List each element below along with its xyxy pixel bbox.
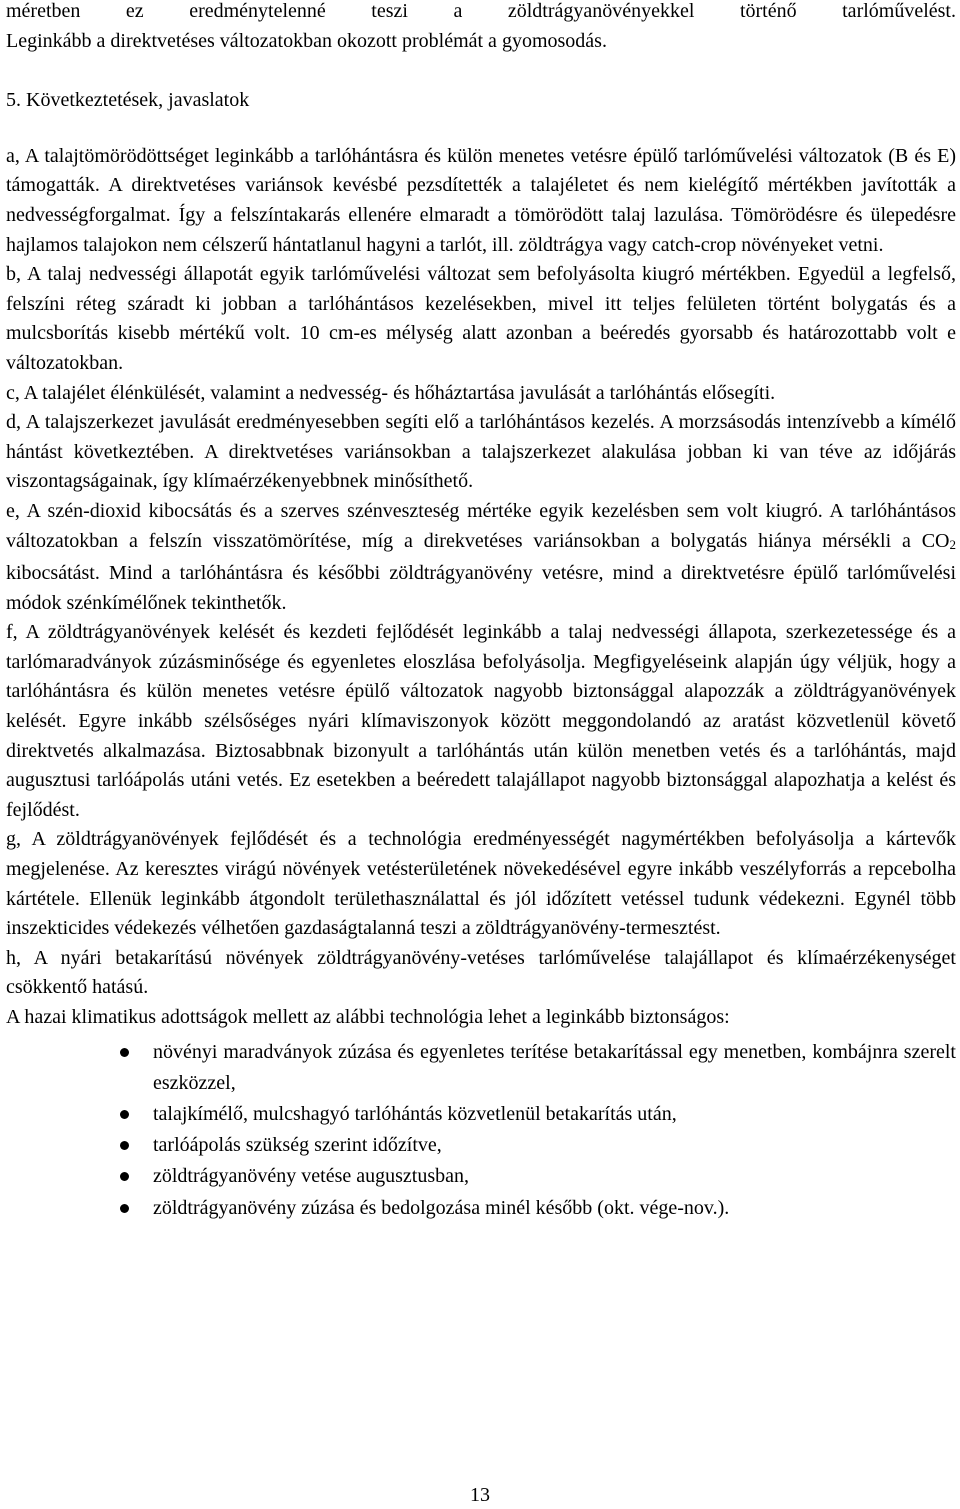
paragraph-b: b, A talaj nedvességi állapotát egyik tarlóművelési változat sem befolyásolta kiugró mértékben. Egyedül a legfelső, felszíni réteg száradt ki jobban a tarlóhántásos kezelésekben, mivel itt teljes felületen történt bolygatás és a mulcsborítás kisebb mértékű volt. 10 cm-es mélység alatt azonban a beéredés gyorsabb és határozottabb volt e változatokban.: [6, 263, 956, 374]
paragraph-e-before: e, A szén-dioxid kibocsátás és a szerves szénveszteség mértéke egyik kezelésben sem volt kiugró. A tarlóhántásos változatokban a felszín visszatömörítése, míg a direkvetéses variánsokban a bolygatás hiánya mérsékli a CO: [6, 499, 956, 552]
list-item: zöldtrágyanövény zúzása és bedolgozása minél később (okt. vége-nov.).: [6, 1193, 956, 1224]
document-page: [6, 0, 956, 1224]
paragraph-e-after: kibocsátást. Mind a tarlóhántásra és későbbi zöldtrágyanövény vetésre, mind a direktvetésre épülő tarlóművelési módok szénkímélőnek tekinthetők.: [6, 562, 956, 614]
bullet-icon: [120, 1141, 129, 1150]
bullet-icon: [120, 1110, 129, 1119]
co2-subscript: 2: [949, 536, 956, 552]
intro-line-2: Leginkább a direktvetéses változatokban okozott problémát a gyomosodás.: [6, 29, 607, 52]
list-item: zöldtrágyanövény vetése augusztusban,: [6, 1161, 956, 1192]
paragraph-f: f, A zöldtrágyanövények kelését és kezdeti fejlődését leginkább a talaj nedvességi állapota, szerkezetessége és a tarlómaradványok zúzásminősége és egyenletes eloszlása befolyásolja. Megfigyeléseink alapján úgy véljük, hogy a tarlóhántásra és külön menetes vetésre épülő változatok nagyobb biztonsággal alapozzák a zöldtrágyanövények kelését. Egyre inkább szélsőséges nyári klímaviszonyok között meggondolandó az aratást közvetlenül követő direktvetés alkalmazása. Biztosabbnak bizonyult a tarlóhántás után külön menetben vetés és a tarlóhántás, majd augusztusi tarlóápolás utáni vetés. Ez esetekben a beéredett talajállapot nagyobb biztonsággal alapozhatja a kelést és fejlődést.: [6, 621, 956, 821]
bullet-icon: [120, 1172, 129, 1181]
paragraph-c: c, A talajélet élénkülését, valamint a nedvesség- és hőháztartása javulását a tarlóhántás elősegíti.: [6, 381, 776, 404]
recommendation-list: [6, 1037, 956, 1224]
closing-intro: A hazai klimatikus adottságok mellett az alábbi technológia lehet a leginkább biztonságos:: [6, 1006, 730, 1028]
paragraph-g: g, A zöldtrágyanövények fejlődését és a technológia eredményességét nagymértékben befolyásolja a kártevők megjelenése. Az keresztes virágú növények vetésterületének növekedésével egyre inkább veszélyforrás a repcebolha kártétele. Ellenük leginkább átgondolt területhasználattal és jól időzített vetéssel tudunk védekezni. Egynél több inszekticides védekezés vélhetően gazdaságtalanná teszi a zöldtrágyanövény-termesztést.: [6, 828, 956, 940]
bullet-icon: [120, 1048, 129, 1057]
paragraph-d: d, A talajszerkezet javulását eredményesebben segíti elő a tarlóhántásos kezelés. A morzsásodás intenzívebb a kímélő hántást következtében. A direktvetéses variánsokban a talajszerkezet alakulása jobban ki van téve az időjárás viszontagságainak, így klímaérzékenyebbnek minősíthető.: [6, 411, 956, 493]
paragraph-a: a, A talajtömörödöttséget leginkább a tarlóhántásra és külön menetes vetésre épülő tarlóművelési változatok (B és E) támogatták. A direktvetéses variánsok kevésbé pezsdítették a talajéletet és nem kielégítő mértékben javították a nedvességforgalmat. Így a felszíntakarás ellenére elmaradt a tömörödött talaj lazulása. Tömörödésre és ülepedésre hajlamos talajokon nem célszerű hántatlanul hagyni a tarlót, ill. zöldtrágya vagy catch-crop növényeket vetni.: [6, 144, 956, 256]
list-item: talajkímélő, mulcshagyó tarlóhántás közvetlenül betakarítás után,: [6, 1099, 956, 1130]
list-item: növényi maradványok zúzása és egyenletes terítése betakarítással egy menetben, kombájnra szerelt eszközzel,: [6, 1037, 956, 1099]
intro-line-1: méretben ez eredménytelenné teszi a zöldtrágyanövényekkel történő tarlóművelést.: [6, 0, 956, 22]
page-number: 13: [470, 1484, 490, 1506]
section-title: 5. Következtetések, javaslatok: [6, 89, 250, 112]
paragraph-h: h, A nyári betakarítású növények zöldtrágyanövény-vetéses tarlóművelése talajállapot és klímaérzékenységet csökkentő hatású.: [6, 946, 956, 999]
paragraph-e: [6, 497, 956, 618]
list-item: tarlóápolás szükség szerint időzítve,: [6, 1130, 956, 1161]
bullet-icon: [120, 1204, 129, 1213]
